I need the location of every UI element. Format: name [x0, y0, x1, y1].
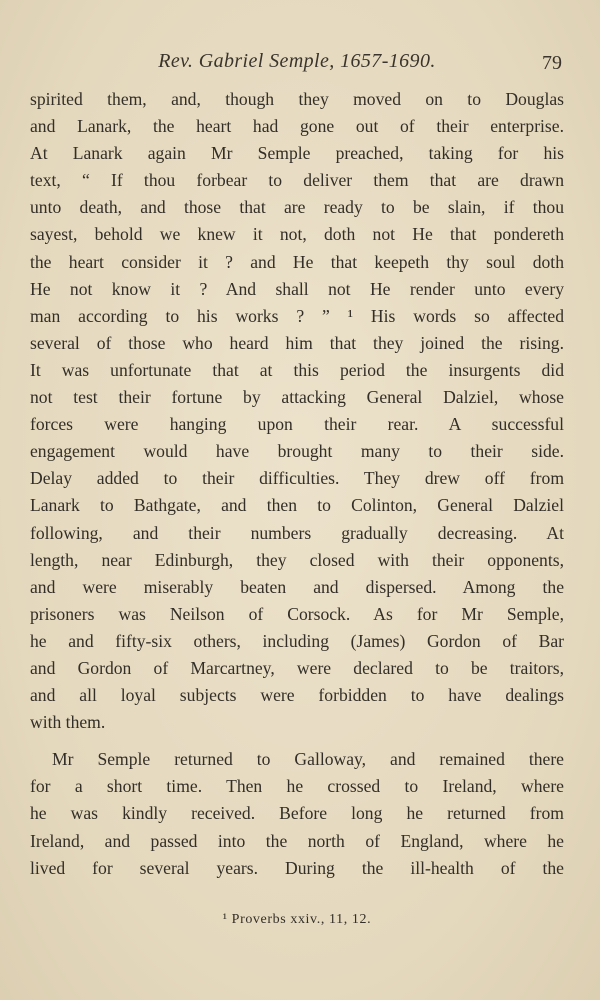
- text-line: engagement would have brought many to their side.: [30, 441, 564, 462]
- text-line: forces were hanging upon their rear. A successful: [30, 414, 564, 435]
- text-line: text, “ If thou forbear to deliver them that are drawn: [30, 170, 564, 191]
- text-line: Ireland, and passed into the north of England, where he: [30, 830, 564, 851]
- text-line: It was unfortunate that at this period the insurgents did: [30, 359, 564, 380]
- footnote: ¹ Proverbs xxiv., 11, 12.: [222, 912, 372, 927]
- body-text: [30, 86, 564, 882]
- text-line: Delay added to their difficulties. They drew off from: [30, 468, 564, 489]
- page-number: 79: [542, 52, 562, 74]
- text-line: prisoners was Neilson of Corsock. As for Mr Semple,: [30, 603, 564, 624]
- text-line: he was kindly received. Before long he returned from: [30, 803, 564, 824]
- text-line: the heart consider it ? and He that keepeth thy soul doth: [30, 251, 564, 272]
- text-line: Lanark to Bathgate, and then to Colinton, General Dalziel: [30, 495, 564, 516]
- text-line: sayest, behold we knew it not, doth not He that pondereth: [30, 224, 564, 245]
- text-line: and Lanark, the heart had gone out of their enterprise.: [30, 116, 564, 137]
- text-line: lived for several years. During the ill-health of the: [30, 857, 564, 878]
- text-line: for a short time. Then he crossed to Ireland, where: [30, 776, 564, 797]
- text-line: he and fifty-six others, including (James) Gordon of Bar: [30, 630, 564, 651]
- running-head: Rev. Gabriel Semple, 1657-1690.: [158, 50, 436, 72]
- text-line: man according to his works ? ” ¹ His words so affected: [30, 305, 564, 326]
- text-line: and all loyal subjects were forbidden to have dealings: [30, 685, 564, 706]
- text-line: not test their fortune by attacking General Dalziel, whose: [30, 387, 564, 408]
- text-line: several of those who heard him that they joined the rising.: [30, 332, 564, 353]
- paragraph: [30, 86, 564, 736]
- text-line: and were miserably beaten and dispersed. Among the: [30, 576, 564, 597]
- text-line: following, and their numbers gradually decreasing. At: [30, 522, 564, 543]
- text-line: spirited them, and, though they moved on to Douglas: [30, 89, 564, 109]
- text-line: and Gordon of Marcartney, were declared to be traitors,: [30, 657, 564, 678]
- paragraph: [30, 746, 564, 881]
- text-line: length, near Edinburgh, they closed with their opponents,: [30, 549, 564, 570]
- text-line: with them.: [30, 712, 106, 733]
- text-line: Mr Semple returned to Galloway, and remained there: [52, 749, 564, 770]
- paragraph-gap: [30, 736, 564, 746]
- text-line: At Lanark again Mr Semple preached, taking for his: [30, 143, 564, 164]
- page-header: [30, 44, 564, 78]
- text-line: unto death, and those that are ready to be slain, if thou: [30, 197, 564, 218]
- text-line: He not know it ? And shall not He render unto every: [30, 278, 564, 299]
